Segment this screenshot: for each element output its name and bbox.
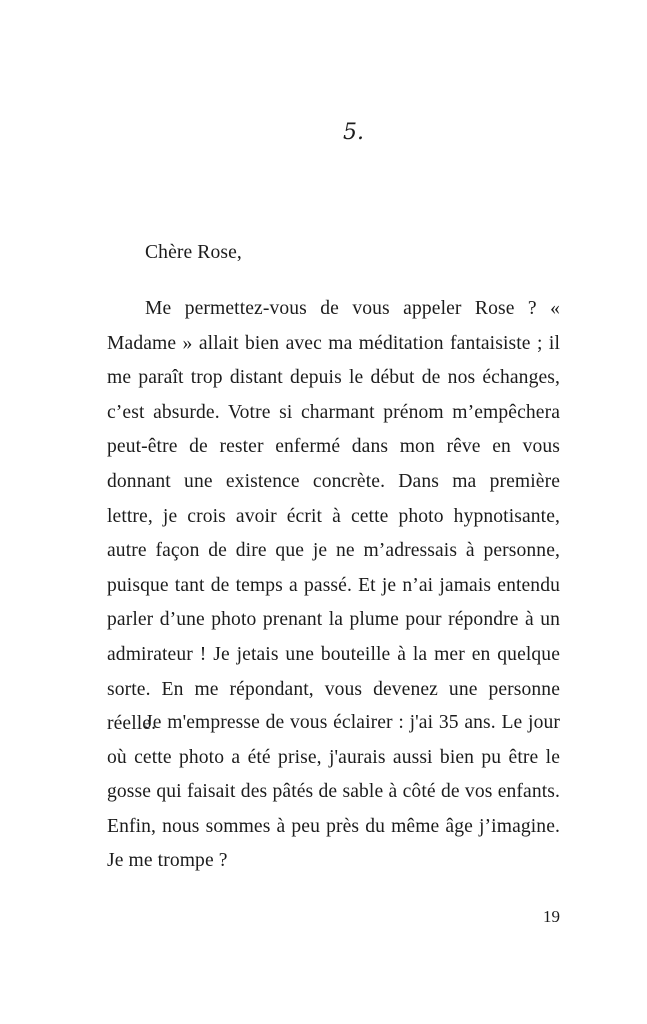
page-number: 19 [543, 907, 560, 926]
chapter-number: 5. [343, 120, 364, 145]
letter-salutation: Chère Rose, [145, 242, 242, 263]
letter-paragraph: Je m'empresse de vous éclairer : j'ai 35 ans. Le jour où cette photo a été prise, j'aurais aussi bien pu être le gosse qui faisait des pâtés de sable à côté de vos enfants. Enfin, nous sommes à peu près du même âge j’imagine. Je me trompe ? [107, 712, 560, 872]
letter-paragraph: Me permettez-vous de vous appeler Rose ? « Madame » allait bien avec ma méditation fantaisiste ; il me paraît trop distant depuis le début de nos échanges, c’est absurde. Votre si charmant prénom m’empêchera peut-être de rester enfermé dans mon rêve en vous donnant une existence concrète. Dans ma première lettre, je crois avoir écrit à cette photo hypnotisante, autre façon de dire que je ne m’adressais à personne, puisque tant de temps a passé. Et je n’ai jamais entendu parler d’une photo prenant la plume pour répondre à un admirateur ! Je jetais une bouteille à la mer en quelque sorte. En me répondant, vous devenez une personne réelle. [107, 298, 560, 735]
